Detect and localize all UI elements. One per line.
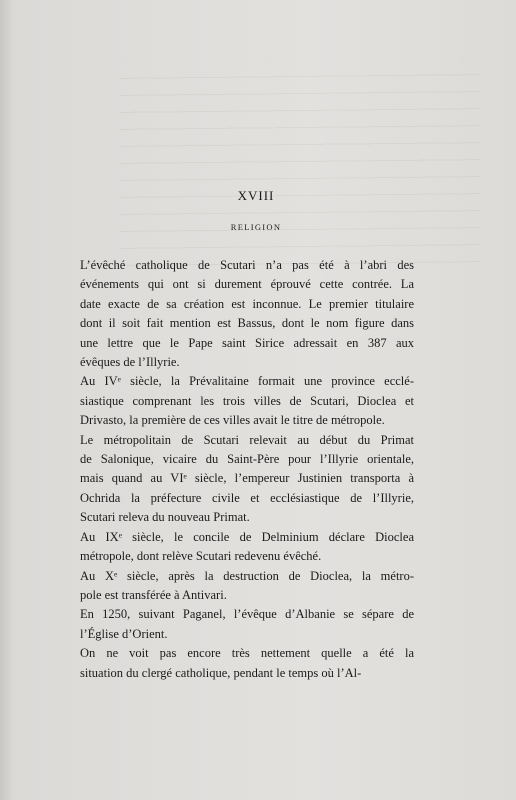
text-line: Au IXᵉ siècle, le concile de Delminium déclare Dioclea [80, 529, 414, 544]
paragraph [80, 528, 414, 567]
paragraph [80, 372, 414, 430]
text-line: une lettre que le Pape saint Sirice adressait en 387 aux [80, 335, 414, 350]
body-text [80, 256, 414, 683]
text-line: Le métropolitain de Scutari relevait au début du Primat [80, 432, 414, 447]
text-line: métropole, dont relève Scutari redevenu évêché. [80, 549, 322, 564]
text-line: date exacte de sa création est inconnue. Le premier titulaire [80, 296, 414, 311]
paragraph [80, 567, 414, 606]
chapter-number: XVIII [237, 188, 275, 203]
text-line: mais quand au VIᵉ siècle, l’empereur Justinien transporta à [80, 471, 414, 486]
text-line: l’Église d’Orient. [80, 626, 168, 641]
text-line: pole est transférée à Antivari. [80, 587, 227, 602]
page-text [80, 188, 414, 683]
text-line: Ochrida la préfecture civile et ecclésiastique de l’Illyrie, [80, 490, 414, 505]
text-line: Scutari releva du nouveau Primat. [80, 510, 250, 525]
text-line: On ne voit pas encore très nettement quelle a été la [80, 646, 414, 661]
text-line: situation du clergé catholique, pendant le temps où l’Al- [80, 665, 362, 680]
text-line: évêques de l’Illyrie. [80, 355, 180, 370]
text-line: Drivasto, la première de ces villes avait le titre de métropole. [80, 413, 385, 428]
text-line: siastique comprenant les trois villes de Scutari, Dioclea et [80, 393, 414, 408]
text-line: Au Xᵉ siècle, après la destruction de Dioclea, la métro- [80, 568, 414, 583]
paragraph [80, 644, 414, 683]
chapter-title: RELIGION [230, 222, 282, 232]
paragraph [80, 256, 414, 372]
text-line: de Salonique, vicaire du Saint-Père pour l’Illyrie orientale, [80, 452, 414, 467]
text-line: événements qui ont si durement éprouvé cette contrée. La [80, 277, 414, 292]
paragraph [80, 605, 414, 644]
paragraph [80, 431, 414, 528]
text-line: En 1250, suivant Paganel, l’évêque d’Albanie se sépare de [80, 607, 414, 622]
text-line: L’évêché catholique de Scutari n’a pas été à l’abri des [80, 258, 414, 272]
text-line: Au IVᵉ siècle, la Prévalitaine formait une province ecclé- [80, 374, 414, 389]
text-line: dont il soit fait mention est Bassus, dont le nom figure dans [80, 316, 414, 331]
